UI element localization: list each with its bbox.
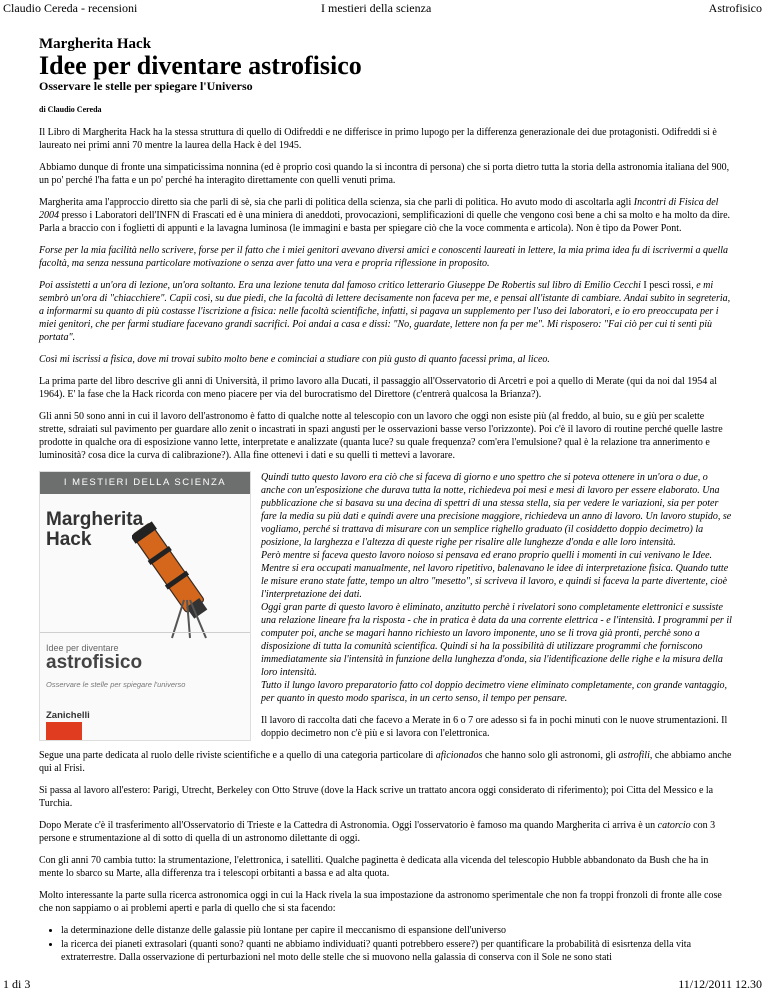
quote: Quindi tutto questo lavoro era ciò che si faceva di giorno e uno spettro che si poteva ottenere in un'ora o due, o anche con un'esposizione che durava tutta la notte, richiedeva poi mesi e mesi di lavoro per essere elaborato. Una pubblicazione che si basava su una decina di spettri di una stessa stella, sia per vedere le variazioni, sia per poter fare la media su più dati e quindi avere una precisione maggiore, richiedeva un anno di lavoro. Un lavoro stupido, se vogliamo, perché si trattava di misurare con un semplice righello graduato (il cosiddetto doppio decimetro) la posizione, la larghezza e l'altezza di queste righe per risalire alle lunghezze d'onda e alle loro intensità. Però mentre si faceva questo lavoro noioso si pensava ed erano proprio quelli i momenti in cui venivano le Idee. Mentre si era occupati manualmente, nel lavoro ripetitivo, balenavano le idee di interpretazione fisica. Quando tutte le misure erano state fatte, tempo un altro "mesetto", si scriveva il lavoro, e quindi si faceva la parte divertente, cioè l'interpretazione dei dati. Oggi gran parte di questo lavoro è eliminato, anzitutto perchè i rivelatori sono completamente elettronici e sussiste una relazione lineare fra la risposta - che in pratica è data da una corrente elettrica - e l'intensità. I programmi per il computer poi, anche se magari hanno richiesto un lavoro imponente, uno se li trova già pronti, perchè sono a disposizione di tutta la comunità scientifica. Quindi si ha la possibilità di utilizzare programmi che forniscono immediatamente sia l'intensità in funzione della lunghezza d'onda, sia l'identificazione delle righe e la misura della loro intensità. Tutto il lungo lavoro preparatorio fatto col doppio decimetro viene eliminato completamente, con grande vantaggio, per quanto in questo modo sparisca, in un certo senso, il tempo per pensare.	[261, 472, 732, 704]
article	[39, 38, 733, 965]
article-title: Idee per diventare astrofisico	[39, 51, 362, 80]
byline: di Claudio Cereda	[39, 105, 102, 114]
page-number: 1 di 3	[3, 977, 31, 991]
paragraph: Si passa al lavoro all'estero: Parigi, Utrecht, Berkeley con Otto Struve (dove la Hack scrive un trattato ancora oggi considerato di riferimento); poi Citta del Messico e la Turchia.	[39, 785, 714, 809]
print-timestamp: 11/12/2011 12.30	[678, 977, 762, 991]
article-subtitle: Osservare le stelle per spiegare l'Universo	[39, 79, 253, 93]
page-footer	[0, 978, 768, 994]
paragraph: Dopo Merate c'è il trasferimento all'Osservatorio di Trieste e la Cattedra di Astronomia. Oggi l'osservatorio è famoso ma quando Margherita ci arriva è un catorcio con 3 persone e strumentazione al di sotto di quella di un astronomo dilettante di oggi.	[39, 820, 716, 844]
publisher-logo-block	[46, 722, 82, 740]
author-heading: Margherita Hack	[39, 36, 152, 52]
header-left: Claudio Cereda - recensioni	[3, 1, 138, 15]
book-mention: I pesci rossi	[643, 280, 692, 291]
book-title: astrofisico	[46, 652, 143, 673]
divider	[40, 632, 250, 633]
telescope-icon	[132, 500, 242, 640]
research-list	[61, 924, 733, 964]
paragraph: Il lavoro di raccolta dati che facevo a Merate in 6 o 7 ore adesso si fa in pochi minuti con le nuove strumentazioni. Il doppio decimetro non c'è più e si lavora con l'elettronica.	[261, 715, 728, 739]
quote: Poi assistetti a un'ora di lezione, un'ora soltanto. Era una lezione tenuta dal famoso critico letterario Giuseppe De Robertis sul libro di Emilio Cecchi I pesci rossi, e mi sembrò un'ora di "chiacchiere". Capii così, su due piedi, che la facoltà di lettere decisamente non faceva per me, e pensai all'istante di cambiare. Andai subito in segreteria, a informarmi su quanto di più costasse l'iscrizione a fisica: nelle facoltà scientifiche, infatti, si pagava un supplemento per l'uso dei laboratori, e io ero preoccupata per i miei genitori, che per farmi studiare facevano grandi sacrifici. Poi andai a casa e dissi: "No, guardate, lettere non fa per me". Mi risposero: "Fai ciò per cui ti senti più portata".	[39, 280, 731, 343]
paragraph: Gli anni 50 sono anni in cui il lavoro dell'astronomo è fatto di qualche notte al telescopio con un lavoro che oggi non esiste più (al freddo, al buio, su e giù per scalette strette, sdraiati sul pavimento per guardare allo zenit o incastrati in spazi angusti per le osservazioni basse verso l'orizzonte). Poi c'è il lavoro di routine perché quelle lastre prodotte in qualche ora di esposizione vanno lette, interpretate e analizzate (quanta luce? su quale frequenza? com'era l'emulsione? qual è la relazione tra annerimento e luminosità? cosa dice la curva di calibrazione?). Alla fine ottenevi i dati e su quelli ti mettevi a lavorare.	[39, 411, 723, 461]
event-name: Incontri di Fisica del 2004	[39, 197, 719, 221]
header-right: Astrofisico	[708, 1, 762, 15]
header-center: I mestieri della scienza	[321, 1, 432, 15]
paragraph: Molto interessante la parte sulla ricerca astronomica oggi in cui la Hack rivela la sua impostazione da astronomo sperimentale che non fa troppi fronzoli di fronte alle cose che non sappiamo o ai problemi aperti e parla di quello che si sta facendo:	[39, 890, 722, 914]
quote: Forse per la mia facilità nello scrivere, forse per il fatto che i miei genitori avevano diversi amici e conoscenti laureati in lettere, la mia prima idea fu di iscrivermi a quella facoltà, ma senza nessuna particolare motivazione o senza aver fatto una vera e propria riflessione in proposito.	[39, 245, 729, 269]
quote: Così mi iscrissi a fisica, dove mi trovai subito molto bene e cominciai a studiare con più gusto di quanto facessi prima, al liceo.	[39, 354, 550, 365]
paragraph: Con gli anni 70 cambia tutto: la strumentazione, l'elettronica, i satelliti. Qualche paginetta è dedicata alla vicenda del telescopio Hubble abbandonato da Bush che ha in mente lo sbarco su Marte, alla differenza tra i telescopi orbitanti a bassa e ad alta quota.	[39, 855, 709, 879]
book-series-band: I MESTIERI DELLA SCIENZA	[40, 472, 250, 494]
list-item: • la determinazione delle distanze delle galassie più lontane per capire il meccanismo di espansione dell'universo	[61, 924, 733, 937]
paragraph: Il Libro di Margherita Hack ha la stessa struttura di quello di Odifreddi e ne differisce in primo lupogo per la differenza generazionale dei due protagonisti. Odifreddi si è laureato nei primi anni 70 mentre la laurea della Hack è del 1945.	[39, 127, 717, 151]
book-cover-image	[39, 471, 251, 741]
book-idee: Idee per diventare	[46, 643, 119, 653]
list-item: • la ricerca dei pianeti extrasolari (quanti sono? quanti ne abbiamo individuati? quanti potrebbero essere?) per quantificare la probabilità di esisrtenza della vita extraterrestre. Dalla osservazione di perturbazioni nel moto delle stelle che si muovono nella galassia di conserva con il Sole ne sono stati	[61, 938, 733, 964]
paragraph: Segue una parte dedicata al ruolo delle riviste scientifiche e a quello di una categoria particolare di aficionados che hanno solo gli astronomi, gli astrofili, che abbiamo anche qui al Frisi.	[39, 750, 732, 774]
paragraph: Abbiamo dunque di fronte una simpaticissima nonnina (ed è proprio così quando la si incontra di persona) che si porta dietro tutta la storia della astronomia italiana del 900, un po' perché l'ha fatta e un po' perché ha interagito direttamente con quelli venuti prima.	[39, 162, 730, 186]
page-header	[0, 0, 768, 16]
paragraph: La prima parte del libro descrive gli anni di Università, il primo lavoro alla Ducati, il passaggio all'Osservatorio di Arcetri e poi a quello di Merate (qui da noi dal 1954 al 1964). E' la fase che la Hack ricorda con meno piacere per via del burocratismo del Direttore (c'entrerà qualcosa la Brianza?).	[39, 376, 717, 400]
book-author: Margherita Hack	[46, 509, 144, 550]
paragraph: Margherita ama l'approccio diretto sia che parli di sè, sia che parli di politica della scienza, sia che parli di politica. Ho avuto modo di ascoltarla agli Incontri di Fisica del 2004 presso i Laboratori dell'INFN di Frascati ed è una miniera di aneddoti, provocazioni, semplificazioni di quelle che vengono così bene a chi sa molto e ha molto da dire. Parla a braccio con i foglietti di appunti e la lavagna luminosa (le immagini e basta per spiegare ciò che la voce commenta e articola). Non è tipo da Power Pont.	[39, 197, 731, 234]
book-subtitle: Osservare le stelle per spiegare l'universo	[46, 680, 186, 689]
book-publisher: Zanichelli	[46, 710, 90, 721]
